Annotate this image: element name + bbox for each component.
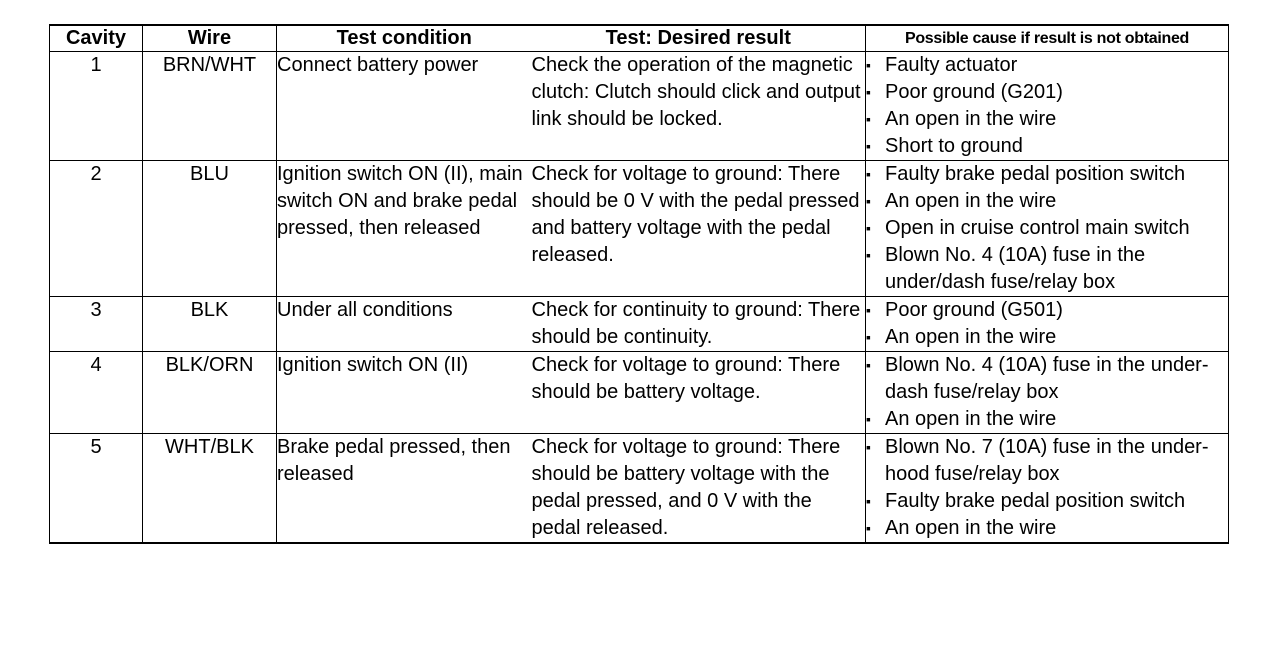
bullet-dot-icon: ▪	[866, 193, 871, 209]
bullet-dot-icon: ▪	[866, 247, 871, 263]
cavity-cell: 1	[50, 52, 143, 161]
header-cavity: Cavity	[50, 25, 143, 52]
list-item: ▪ An open in the wire	[866, 515, 1228, 542]
header-wire: Wire	[143, 25, 277, 52]
list-item: ▪ Faulty actuator	[866, 52, 1228, 79]
cavity-cell: 2	[50, 161, 143, 297]
bullet-dot-icon: ▪	[866, 84, 871, 100]
wire-cell: BLK	[143, 297, 277, 352]
bullet-dot-icon: ▪	[866, 57, 871, 73]
test-condition-cell: Under all conditions	[277, 297, 532, 352]
table-row	[50, 161, 1229, 297]
cavity-cell: 3	[50, 297, 143, 352]
table-row	[50, 52, 1229, 161]
wire-cell: BLK/ORN	[143, 352, 277, 434]
cause-list	[866, 297, 1228, 351]
header-desired-result: Test: Desired result	[532, 25, 866, 52]
bullet-dot-icon: ▪	[866, 220, 871, 236]
list-item: ▪ Blown No. 7 (10A) fuse in the under-hood fuse/relay box	[866, 436, 1209, 485]
test-condition-cell: Ignition switch ON (II), main switch ON and brake pedal pressed, then released	[277, 161, 532, 297]
table-row	[50, 352, 1229, 434]
list-item: ▪ Short to ground	[866, 133, 1228, 160]
bullet-dot-icon: ▪	[866, 411, 871, 427]
cause-list	[866, 434, 1228, 542]
bullet-dot-icon: ▪	[866, 166, 871, 182]
wire-cell: BRN/WHT	[143, 52, 277, 161]
list-item: ▪ Open in cruise control main switch	[866, 215, 1228, 242]
possible-cause-cell	[866, 297, 1229, 352]
list-item: ▪ Blown No. 4 (10A) fuse in the under-dash fuse/relay box	[866, 354, 1209, 403]
bullet-dot-icon: ▪	[866, 111, 871, 127]
test-condition-cell: Connect battery power	[277, 52, 532, 161]
list-item: ▪ Faulty brake pedal position switch	[866, 161, 1228, 188]
table-row	[50, 434, 1229, 544]
bullet-dot-icon: ▪	[866, 520, 871, 536]
bullet-dot-icon: ▪	[866, 493, 871, 509]
list-item: ▪ An open in the wire	[866, 188, 1228, 215]
cavity-cell: 5	[50, 434, 143, 544]
list-item: ▪ An open in the wire	[866, 106, 1228, 133]
wire-cell: BLU	[143, 161, 277, 297]
desired-result-cell: Check for continuity to ground: There should be continuity.	[532, 297, 866, 352]
cause-list	[866, 161, 1228, 296]
bullet-dot-icon: ▪	[866, 439, 871, 455]
desired-result-cell: Check the operation of the magnetic clutch: Clutch should click and output link should be locked.	[532, 52, 866, 161]
bullet-dot-icon: ▪	[866, 329, 871, 345]
list-item: ▪ Faulty brake pedal position switch	[866, 488, 1228, 515]
desired-result-cell: Check for voltage to ground: There should be battery voltage with the pedal pressed, and 0 V with the pedal released.	[532, 434, 866, 544]
list-item: ▪ Poor ground (G201)	[866, 79, 1228, 106]
list-item: ▪ Blown No. 4 (10A) fuse in the under/dash fuse/relay box	[866, 244, 1146, 293]
possible-cause-cell	[866, 434, 1229, 544]
desired-result-cell: Check for voltage to ground: There should be battery voltage.	[532, 352, 866, 434]
bullet-dot-icon: ▪	[866, 138, 871, 154]
wire-cell: WHT/BLK	[143, 434, 277, 544]
table-body	[50, 52, 1229, 544]
header-test-condition: Test condition	[277, 25, 532, 52]
troubleshooting-table	[49, 24, 1229, 544]
bullet-dot-icon: ▪	[866, 357, 871, 373]
cavity-cell: 4	[50, 352, 143, 434]
possible-cause-cell	[866, 352, 1229, 434]
cause-list	[866, 52, 1228, 160]
list-item: ▪ An open in the wire	[866, 324, 1228, 351]
possible-cause-cell	[866, 52, 1229, 161]
header-row	[50, 25, 1229, 52]
test-condition-cell: Ignition switch ON (II)	[277, 352, 532, 434]
cause-list	[866, 352, 1228, 433]
test-condition-cell: Brake pedal pressed, then released	[277, 434, 532, 544]
desired-result-cell: Check for voltage to ground: There should be 0 V with the pedal pressed and battery voltage with the pedal released.	[532, 161, 866, 297]
bullet-dot-icon: ▪	[866, 302, 871, 318]
possible-cause-cell	[866, 161, 1229, 297]
list-item: ▪ An open in the wire	[866, 406, 1228, 433]
header-possible-cause: Possible cause if result is not obtained	[866, 25, 1229, 52]
list-item: ▪ Poor ground (G501)	[866, 297, 1228, 324]
table-row	[50, 297, 1229, 352]
